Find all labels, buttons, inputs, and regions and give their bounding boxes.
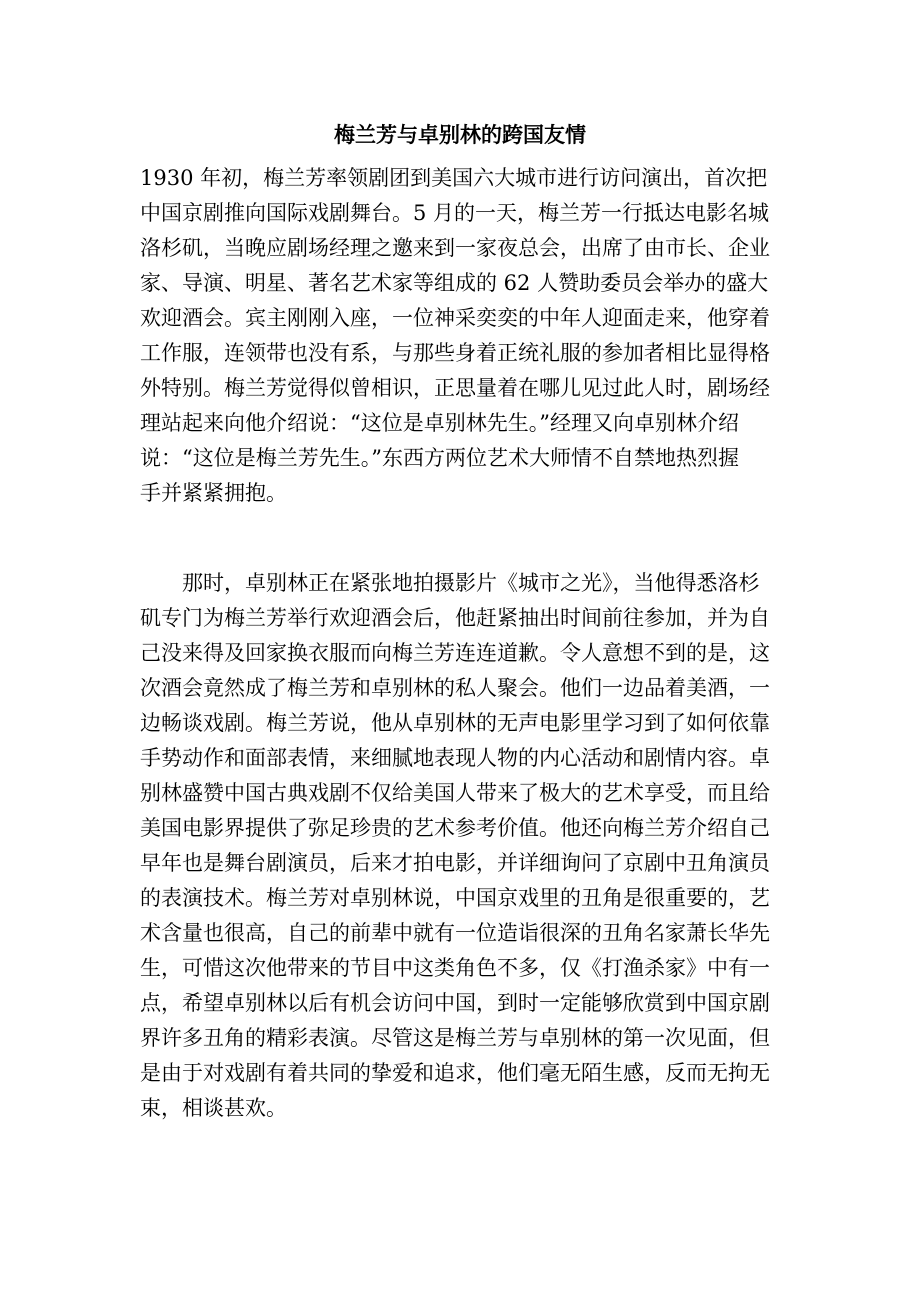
- paragraph-1-line: 中国京剧推向国际戏剧舞台。5 月的一天，梅兰芳一行抵达电影名城: [140, 201, 770, 225]
- paragraph-1-line: 洛杉矶，当晚应剧场经理之邀来到一家夜总会，出席了由市长、企业: [140, 236, 770, 260]
- paragraph-2-line: 生，可惜这次他带来的节目中这类角色不多，仅《打渔杀家》中有一: [140, 956, 770, 980]
- paragraph-2-line: 早年也是舞台剧演员，后来才拍电影，并详细询问了京剧中丑角演员: [140, 851, 770, 875]
- paragraph-2-line: 矶专门为梅兰芳举行欢迎酒会后，他赶紧抽出时间前往参加，并为自: [140, 606, 770, 630]
- paragraph-2-line: 次酒会竟然成了梅兰芳和卓别林的私人聚会。他们一边品着美酒，一: [140, 676, 770, 700]
- paragraph-2-line: 术含量也很高，自己的前辈中就有一位造诣很深的丑角名家萧长华先: [140, 921, 770, 945]
- paragraph-2-line: 点，希望卓别林以后有机会访问中国，到时一定能够欣赏到中国京剧: [140, 991, 770, 1015]
- paragraph-1-line: 说：“这位是梅兰芳先生。”东西方两位艺术大师情不自禁地热烈握: [140, 446, 739, 470]
- paragraph-2-line: 己没来得及回家换衣服而向梅兰芳连连道歉。令人意想不到的是，这: [140, 641, 770, 665]
- paragraph-2-line: 美国电影界提供了弥足珍贵的艺术参考价值。他还向梅兰芳介绍自己: [140, 816, 770, 840]
- paragraph-2-line: 边畅谈戏剧。梅兰芳说，他从卓别林的无声电影里学习到了如何依靠: [140, 711, 770, 735]
- paragraph-1-line: 1930 年初，梅兰芳率领剧团到美国六大城市进行访问演出，首次把: [140, 166, 768, 190]
- paragraph-2: [140, 566, 780, 1126]
- paragraph-2-line: 别林盛赞中国古典戏剧不仅给美国人带来了极大的艺术享受，而且给: [140, 781, 770, 805]
- paragraph-1-line: 外特别。梅兰芳觉得似曾相识，正思量着在哪儿见过此人时，剧场经: [140, 376, 770, 400]
- paragraph-2-line: 束，相谈甚欢。: [140, 1096, 287, 1120]
- paragraph-2-line: 那时，卓别林正在紧张地拍摄影片《城市之光》，当他得悉洛杉: [140, 571, 760, 595]
- paragraph-1-line: 理站起来向他介绍说：“这位是卓别林先生。”经理又向卓别林介绍: [140, 411, 739, 435]
- paragraph-1: [140, 161, 780, 511]
- document-title: 梅兰芳与卓别林的跨国友情: [334, 123, 586, 147]
- paragraph-2-line: 的表演技术。梅兰芳对卓别林说，中国京戏里的丑角是很重要的，艺: [140, 886, 770, 910]
- paragraph-2-line: 界许多丑角的精彩表演。尽管这是梅兰芳与卓别林的第一次见面，但: [140, 1026, 770, 1050]
- paragraph-2-line: 手势动作和面部表情，来细腻地表现人物的内心活动和剧情内容。卓: [140, 746, 770, 770]
- paragraph-1-line: 手并紧紧拥抱。: [140, 481, 287, 505]
- paragraph-1-line: 欢迎酒会。宾主刚刚入座，一位神采奕奕的中年人迎面走来，他穿着: [140, 306, 770, 330]
- paragraph-2-line: 是由于对戏剧有着共同的挚爱和追求，他们毫无陌生感，反而无拘无: [140, 1061, 770, 1085]
- paragraph-1-line: 工作服，连领带也没有系，与那些身着正统礼服的参加者相比显得格: [140, 341, 770, 365]
- paragraph-1-line: 家、导演、明星、著名艺术家等组成的 62 人赞助委员会举办的盛大: [140, 271, 769, 295]
